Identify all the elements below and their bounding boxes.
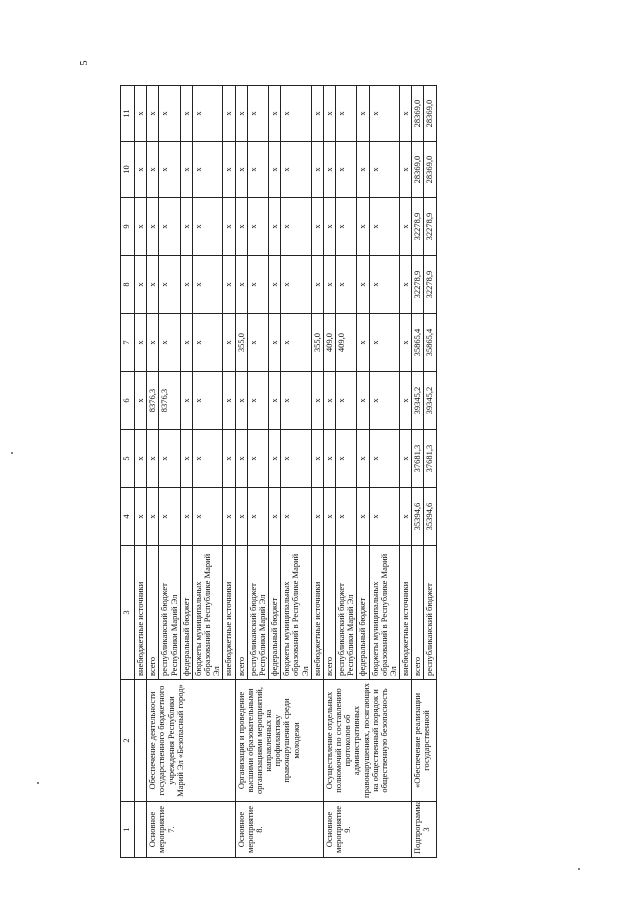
value-cell: x (192, 488, 223, 546)
scan-speck (37, 782, 39, 784)
value-cell: x (369, 198, 400, 256)
value-cell: x (323, 86, 335, 142)
value-cell: x (336, 256, 357, 314)
value-cell: x (369, 430, 400, 488)
value-cell: x (247, 488, 268, 546)
value-cell: x (269, 86, 281, 142)
source-label: федеральный бюджет (269, 546, 281, 680)
value-cell: x (180, 198, 192, 256)
value-cell: x (400, 372, 412, 430)
source-label: бюджеты муниципальных образований в Республике Марий Эл (369, 546, 400, 680)
value-cell: x (223, 372, 235, 430)
value-cell: x (159, 488, 180, 546)
value-cell: 35394,6 (424, 488, 436, 546)
value-cell: x (281, 430, 312, 488)
column-number: 6 (121, 372, 135, 430)
budget-table (120, 85, 437, 858)
value-cell: x (336, 430, 357, 488)
value-cell: x (235, 430, 247, 488)
source-label: внебюджетные источники (223, 546, 235, 680)
value-cell: x (323, 372, 335, 430)
value-cell: x (135, 430, 147, 488)
source-label: бюджеты муниципальных образований в Республике Марий Эл (192, 546, 223, 680)
group-label: Основное мероприятие 7. (147, 802, 235, 858)
value-cell: x (147, 86, 159, 142)
value-cell: 28369,0 (424, 86, 436, 142)
value-cell: x (336, 142, 357, 198)
value-cell: 8376,3 (147, 372, 159, 430)
column-number: 8 (121, 256, 135, 314)
value-cell: 35865,4 (412, 314, 424, 372)
value-cell: x (269, 314, 281, 372)
value-cell: x (269, 430, 281, 488)
value-cell: x (180, 86, 192, 142)
value-cell: x (223, 430, 235, 488)
value-cell: x (192, 86, 223, 142)
value-cell: x (135, 314, 147, 372)
value-cell: x (159, 430, 180, 488)
value-cell: x (135, 256, 147, 314)
value-cell: x (135, 488, 147, 546)
value-cell: 409,0 (336, 314, 357, 372)
source-label: внебюджетные источники (400, 546, 412, 680)
value-cell: x (147, 198, 159, 256)
value-cell: x (159, 198, 180, 256)
value-cell: x (323, 430, 335, 488)
value-cell: x (147, 488, 159, 546)
value-cell: x (369, 314, 400, 372)
value-cell: x (269, 198, 281, 256)
value-cell: x (247, 198, 268, 256)
value-cell: x (192, 256, 223, 314)
value-cell: x (180, 372, 192, 430)
value-cell: x (269, 488, 281, 546)
value-cell: x (235, 142, 247, 198)
value-cell: x (247, 256, 268, 314)
value-cell: x (281, 314, 312, 372)
value-cell: x (281, 488, 312, 546)
value-cell: x (357, 86, 369, 142)
table-row (412, 86, 424, 858)
source-label: всего (235, 546, 247, 680)
value-cell: 355,0 (311, 314, 323, 372)
value-cell: x (235, 256, 247, 314)
value-cell: x (357, 142, 369, 198)
value-cell: x (400, 488, 412, 546)
value-cell: x (223, 198, 235, 256)
value-cell: x (135, 198, 147, 256)
value-cell: x (235, 86, 247, 142)
value-cell: x (400, 198, 412, 256)
value-cell: x (311, 142, 323, 198)
value-cell: x (159, 142, 180, 198)
source-label: республиканский бюджет Республики Марий Эл (159, 546, 180, 680)
group-label: Основное мероприятие 8. (235, 802, 323, 858)
table-row (135, 86, 147, 858)
value-cell: x (180, 314, 192, 372)
value-cell: x (269, 142, 281, 198)
value-cell: x (192, 198, 223, 256)
value-cell: 35394,6 (412, 488, 424, 546)
value-cell: x (180, 488, 192, 546)
value-cell: x (311, 488, 323, 546)
value-cell: x (400, 142, 412, 198)
column-number: 4 (121, 488, 135, 546)
value-cell: 409,0 (323, 314, 335, 372)
source-label: республиканский бюджет Республики Марий Эл (336, 546, 357, 680)
value-cell: x (357, 488, 369, 546)
value-cell: 37681,3 (412, 430, 424, 488)
column-number: 7 (121, 314, 135, 372)
value-cell: x (269, 372, 281, 430)
value-cell: x (281, 198, 312, 256)
value-cell: 28369,0 (412, 142, 424, 198)
value-cell: x (400, 314, 412, 372)
value-cell: x (147, 142, 159, 198)
value-cell: x (323, 256, 335, 314)
value-cell: x (336, 488, 357, 546)
column-number: 9 (121, 198, 135, 256)
value-cell: x (323, 142, 335, 198)
value-cell: 32278,9 (424, 198, 436, 256)
value-cell: x (135, 372, 147, 430)
value-cell: x (180, 142, 192, 198)
value-cell: x (269, 256, 281, 314)
value-cell: x (369, 142, 400, 198)
value-cell: 32278,9 (424, 256, 436, 314)
empty-cell (135, 802, 147, 858)
value-cell: x (400, 86, 412, 142)
scan-speck (11, 452, 13, 454)
scan-speck (578, 868, 580, 870)
value-cell: 28369,0 (424, 142, 436, 198)
value-cell: x (235, 372, 247, 430)
value-cell: x (192, 314, 223, 372)
value-cell: 35865,4 (424, 314, 436, 372)
table-row (235, 86, 247, 858)
value-cell: x (192, 142, 223, 198)
value-cell: x (135, 142, 147, 198)
column-number: 2 (121, 680, 135, 802)
value-cell: x (247, 314, 268, 372)
source-label: всего (412, 546, 424, 680)
column-number: 10 (121, 142, 135, 198)
source-label: всего (147, 546, 159, 680)
source-label: республиканский бюджет Республики Марий Эл (247, 546, 268, 680)
value-cell: x (223, 86, 235, 142)
value-cell: x (281, 142, 312, 198)
rotated-table-frame (120, 86, 522, 858)
value-cell: x (369, 86, 400, 142)
group-label: Основное мероприятие 9. (323, 802, 411, 858)
value-cell: x (357, 198, 369, 256)
value-cell: x (180, 256, 192, 314)
value-cell: x (323, 198, 335, 256)
value-cell: x (223, 256, 235, 314)
value-cell: x (223, 142, 235, 198)
value-cell: 32278,9 (412, 198, 424, 256)
value-cell: x (235, 488, 247, 546)
table-row (323, 86, 335, 858)
value-cell: 39345,2 (424, 372, 436, 430)
value-cell: x (369, 488, 400, 546)
group-label: Подпрограмма 3 (412, 802, 436, 858)
value-cell: x (311, 198, 323, 256)
value-cell: x (223, 314, 235, 372)
value-cell: x (247, 142, 268, 198)
value-cell: x (357, 430, 369, 488)
value-cell: x (247, 372, 268, 430)
value-cell: x (369, 256, 400, 314)
value-cell: x (235, 198, 247, 256)
value-cell: 355,0 (235, 314, 247, 372)
value-cell: x (311, 86, 323, 142)
column-number-row (121, 86, 135, 858)
value-cell: x (357, 256, 369, 314)
value-cell: x (192, 430, 223, 488)
value-cell: x (159, 314, 180, 372)
value-cell: x (311, 256, 323, 314)
column-number: 1 (121, 802, 135, 858)
value-cell: x (336, 372, 357, 430)
value-cell: x (147, 314, 159, 372)
value-cell: x (180, 430, 192, 488)
source-label: федеральный бюджет (357, 546, 369, 680)
source-label: бюджеты муниципальных образований в Республике Марий Эл (281, 546, 312, 680)
value-cell: 37681,3 (424, 430, 436, 488)
group-title: Обеспечение деятельности государственного бюджетного учреждения Республики Марий Эл «Безопасный город» (147, 680, 235, 802)
value-cell: x (247, 86, 268, 142)
source-label: внебюджетные источники (311, 546, 323, 680)
value-cell: x (311, 430, 323, 488)
column-number: 3 (121, 546, 135, 680)
value-cell: x (247, 430, 268, 488)
source-label: федеральный бюджет (180, 546, 192, 680)
group-title: Осуществление отдельных полномочий по составлению протоколов об административных правонарушениях, посягающих на общественный порядок и общественную безопасность (323, 680, 411, 802)
column-number: 5 (121, 430, 135, 488)
value-cell: 32278,9 (412, 256, 424, 314)
value-cell: x (357, 314, 369, 372)
value-cell: x (281, 86, 312, 142)
page-number: 5 (79, 60, 90, 66)
value-cell: x (192, 372, 223, 430)
group-title: Организация и проведение высшими образовательными организациями мероприятий, направленных на профилактику правонарушений среди молодежи (235, 680, 323, 802)
value-cell: x (369, 372, 400, 430)
value-cell: x (147, 256, 159, 314)
table-row (147, 86, 159, 858)
value-cell: x (281, 256, 312, 314)
value-cell: x (336, 86, 357, 142)
column-number: 11 (121, 86, 135, 142)
source-label: внебюджетные источники (135, 546, 147, 680)
value-cell: x (159, 86, 180, 142)
value-cell: x (357, 372, 369, 430)
value-cell: x (159, 256, 180, 314)
value-cell: 8376,3 (159, 372, 180, 430)
group-title: «Обеспечение реализации государственной (412, 680, 436, 802)
source-label: республиканский бюджет (424, 546, 436, 680)
empty-cell (135, 680, 147, 802)
value-cell: x (323, 488, 335, 546)
value-cell: 28369,0 (412, 86, 424, 142)
source-label: всего (323, 546, 335, 680)
value-cell: x (147, 430, 159, 488)
value-cell: x (400, 430, 412, 488)
value-cell: x (281, 372, 312, 430)
value-cell: x (135, 86, 147, 142)
value-cell: x (223, 488, 235, 546)
value-cell: x (336, 198, 357, 256)
value-cell: x (311, 372, 323, 430)
value-cell: 39345,2 (412, 372, 424, 430)
value-cell: x (400, 256, 412, 314)
